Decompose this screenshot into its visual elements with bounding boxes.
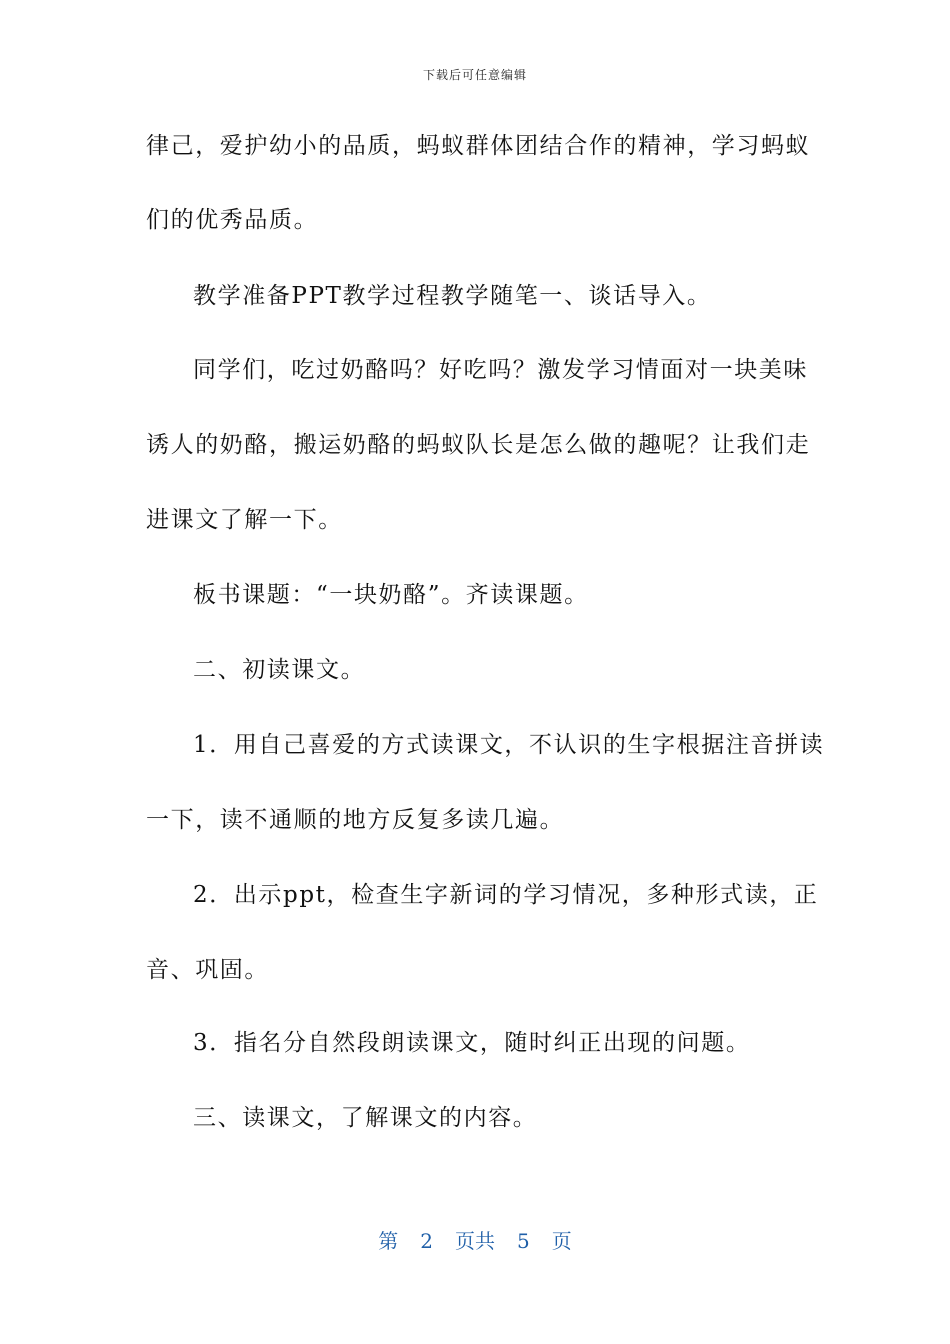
text-line: 二、初读课文。 xyxy=(193,657,366,683)
page-footer xyxy=(0,1225,950,1254)
text-line: 2．出示ppt，检查生字新词的学习情况，多种形式读，正 xyxy=(193,882,819,908)
total-page-count: 5 xyxy=(517,1229,530,1253)
text-line: 三、读课文，了解课文的内容。 xyxy=(193,1105,538,1131)
footer-middle: 页共 xyxy=(455,1229,495,1253)
text-line: 1．用自己喜爱的方式读课文，不认识的生字根据注音拼读 xyxy=(193,732,825,758)
footer-suffix: 页 xyxy=(551,1229,572,1253)
text-line: 诱人的奶酪，搬运奶酪的蚂蚁队长是怎么做的趣呢？让我们走 xyxy=(146,432,811,458)
page-header: 下载后可任意编辑 xyxy=(422,68,527,82)
text-line: 同学们，吃过奶酪吗？好吃吗？激发学习情面对一块美味 xyxy=(193,357,808,383)
text-line: 板书课题：“一块奶酪”。齐读课题。 xyxy=(193,582,589,608)
footer-prefix: 第 xyxy=(378,1229,399,1253)
text-line: 一下，读不通顺的地方反复多读几遍。 xyxy=(146,807,565,833)
text-line: 3．指名分自然段朗读课文，随时纠正出现的问题。 xyxy=(193,1030,751,1056)
text-line: 教学准备PPT教学过程教学随笔一、谈话导入。 xyxy=(193,283,712,309)
text-line: 们的优秀品质。 xyxy=(146,207,319,233)
text-line: 律己，爱护幼小的品质，蚂蚁群体团结合作的精神，学习蚂蚁 xyxy=(146,133,811,159)
text-line: 音、巩固。 xyxy=(146,957,269,983)
text-line: 进课文了解一下。 xyxy=(146,507,343,533)
current-page-number: 2 xyxy=(420,1229,433,1253)
